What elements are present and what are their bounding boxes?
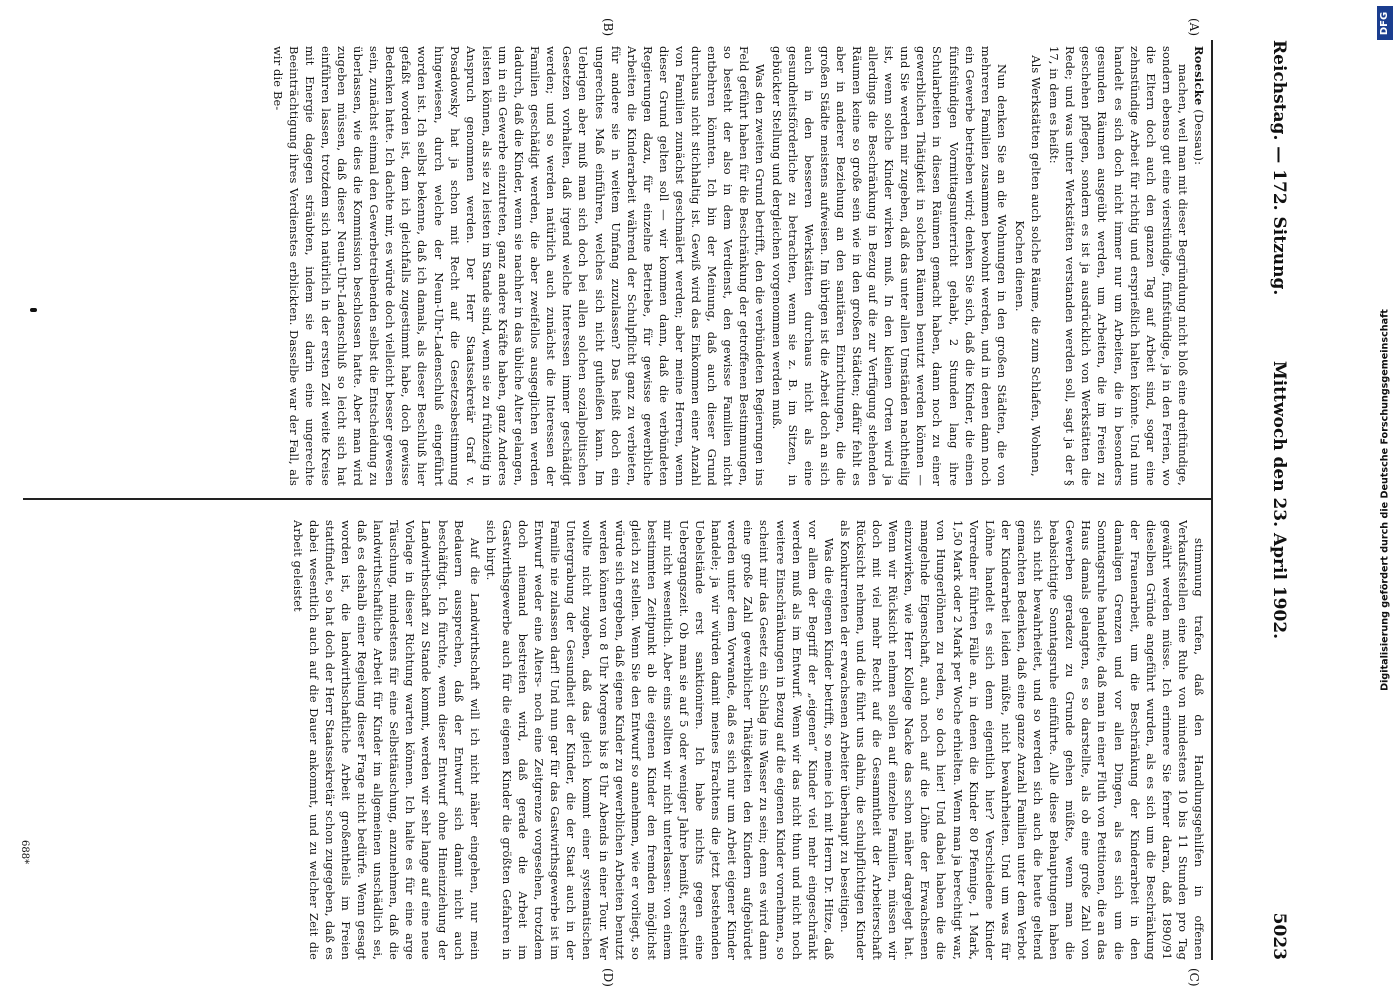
page-header: [1265, 40, 1295, 960]
header-session: Reichstag. — 172. Sitzung.: [1269, 40, 1289, 296]
header-rule: [1211, 40, 1213, 960]
margin-marker-c: (C): [1187, 968, 1201, 987]
left-paragraph-3: Was den zweiten Grund betrifft, den die verbündeten Regierungen ins Feld geführt haben für die Beschränkung der getroffenen Bestimmungen, so besteht der also in dem Verdienst, den gewisse Familien nicht entbehren könnten. Ich bin der Meinung, daß auch dieser Grund durchaus nicht stichhaltig ist. Gewiß wird das Einkommen einer Anzahl von Familien zunächst geschmälert werden; aber meine Herren, wenn dieser Grund gelten soll — wir kommen dann, daß die verbündeten Regierungen dazu, für einzelne Betriebe, für gewisse gewerbliche Arbeiten die Kinderarbeit während der Schulpflicht ganz zu verbieten, für andere sie in weitem Umfang zuzulassen? Das heißt doch ein ungerechtes Maß einführen, welches sich nicht gutheißen kann. Im Uebrigen aber muß man sich doch bei allen solchen sozialpolitischen Gesetzen vorhalten, daß irgend welche Interessen immer geschädigt werden; und so werden natürlich auch zunächst die Interessen der Familien geschädigt werden, die aber zweifellos ausgeglichen werden dadurch, daß die Kinder, wenn sie nachher in das übliche Alter gelangen, um in ein Gewerbe einzutreten, ganz andere Kräfte haben, ganz Anderes leisten können, als sie zu leisten im Stande sind, wenn sie zu frühzeitig in Anspruch genommen werden. Der Herr Staatssekretär Graf v. Posadowsky hat ja schon mit Recht auf die Gesetzesbestimmung hingewiesen, durch welche der Neun-Uhr-Ladenschluß eingeführt worden ist. Ich selbst bekenne, daß ich damals, als dieser Beschluß hier gefaßt worden ist, dem ich gleichfalls zugestimmt habe, doch gewisse Bedenken hatte. Ich dachte mir, es würde doch vielleicht besser gewesen sein, zunächst einmal den Gewerbetreibenden selbst die Entscheidung zu überlassen, wie dies die Kommission beschlossen hatte. Aber man wird zugeben müssen, daß dieser Neun-Uhr-Ladenschluß so leicht sich hat einführen lassen, trotzdem sich natürlich in der ersten Zeit weite Kreise mit Energie dagegen sträubten, indem sie darin eine ungerechte Beeinträchtigung ihres Verdienstes erblickten. Dasselbe war der Fall, als wir die Be-: [270, 46, 768, 486]
header-page-number: 5023: [1269, 912, 1289, 960]
credit-text: Digitalisierung gefördert durch die Deutsche Forschungsgemeinschaft: [1379, 309, 1391, 691]
column-divider: [23, 498, 1213, 500]
dfg-logo: [1377, 6, 1393, 40]
right-paragraph-2: Was die eigenen Kinder betrifft, so meine ich mit Herrn Dr. Hitze, daß vor allem der Begriff der „eigenen“ Kinder viel mehr eingeschränkt werden muß als im Entwurf. Wenn wir das nicht thun und nicht noch weitere Einschränkungen in Bezug auf die eigenen Kinder vornehmen, so scheint mir das Gesetz ein Schlag ins Wasser zu sein; denn es wird dann eine große Zahl gewerblicher Thätigkeiten den Kindern aufgebürdet werden unter dem Vorwande, daß es sich nur um Arbeit eigener Kinder handele; ja wir würden damit meines Erachtens die jetzt bestehenden Uebelstände erst sanktioniren. Ich habe nichts gegen eine Uebergangszeit. Ob man sie auf 5 oder weniger Jahre bemißt, erscheint mir nicht wesentlich. Aber eins sollten wir nicht unterlassen: von einem bestimmten Zeitpunkt ab die eigenen Kinder den fremden möglichst gleich zu stellen. Wenn Sie den Entwurf so annehmen, wie er vorliegt, so würde sich ergeben, daß eigene Kinder zu gewerblichen Arbeiten benutzt werden können von 8 Uhr Morgens bis 8 Uhr Abends in einer Tour. Wer wollte nicht zugeben, daß das gleich kommt einer systematischen Untergrabung der Gesundheit der Kinder, die der Staat auch in der Familie nie zulassen darf! Und nun gar für das Gastwirthsgewerbe ist im Entwurf weder eine Alters- noch eine Zeitgrenze vorgesehen, trotzdem doch niemand bestreiten wird, daß gerade die Arbeit im Gastwirthsgewerbe auch für die eigenen Kinder die größten Gefahren in sich birgt.: [483, 520, 836, 960]
credit-strip: [1373, 0, 1397, 1000]
sheet-number: 688*: [19, 840, 30, 865]
left-paragraph-2: Nun denken Sie an die Wohnungen in den großen Städten, die von mehreren Familien zusammen bewohnt werden, und in denen dann noch ein Gewerbe betrieben wird; denken Sie sich, daß die Kinder, die einen fünfstündigen Vormittagsunterricht gehabt, 2 Stunden lang ihre Schularbeiten in diesen Räumen gemacht haben, dann noch zu einer gewerblichen Thätigkeit in solchen Räumen benutzt werden können — und Sie werden mir zugeben, daß das unter allen Umständen nachtheilig ist, wenn solche Kinder wirken muß. In den kleinen Orten wird ja allerdings die Beschränkung in Bezug auf die zur Verfügung stehenden Räumen keine so große sein wie in den großen Städten; dafür fehlt es aber in anderer Beziehung an den sanitären Einrichtungen, die die großen Städte meistens aufweisen. Im übrigen ist die Arbeit doch an sich auch in den besseren Werkstätten durchaus nicht als eine gesundheitsförderliche zu betrachten, wenn sie z. B. im Sitzen, in gebückter Stellung und dergleichen vorgenommen werden muß.: [769, 46, 1009, 486]
speaker-suffix: (Dessau):: [1192, 105, 1206, 166]
speaker-line: [1191, 46, 1207, 486]
right-paragraph-1: stimmung trafen, daß den Handlungsgehilfen in offenen Verkaufsstellen eine Ruhe von mindestens 10 bis 11 Stunden pro Tag gewährt werden müsse. Ich erinnere Sie ferner daran, daß 1890/91 dieselben Gründe angeführt wurden, als es sich um die Beschränkung der Frauenarbeit, um die Beschränkung der Kinderarbeit in den damaligen Grenzen und vor allen Dingen, als es sich um die Sonntagsruhe handelte, daß man in einer Fluth von Petitionen, die an das Haus damals gelangten, es so darstellte, als ob eine große Zahl von Gewerben geradezu zu Grunde gehen müßte, wenn man die beabsichtigte Sonntagsruhe einführte. Alle diese Behauptungen haben sich nicht bewahrheitet, und so werden sich auch die heute geltend gemachten Bedenken, daß eine ganze Anzahl Familien unter dem Verbot der Kinderarbeit leiden müßte, nicht bewahrheiten. Und um was für Löhne handelt es sich denn eigentlich hier? Verschiedene Kinder Vorredner führten Fälle an, in denen die Kinder 80 Pfennige, 1 Mark, 1,50 Mark oder 2 Mark per Woche erhielten. Wenn man ja berechtigt war, von Hungerlöhnen zu reden, so doch hier! Und dabei haben die die mangelnde Eigenschaft, auch noch auf die Löhne der Erwachsenen einzuwirken, wie Herr Kollege Nacke das schon näher dargelegt hat. Wenn wir Rücksicht nehmen sollen auf einzelne Familien, müssen wir doch mit viel mehr Recht auf die Gesammtheit der Arbeiterschaft Rücksicht nehmen, und die führt uns dahin, die schulpflichtigen Kinder als Konkurrenten der erwachsenen Arbeiter überhaupt zu beseitigen.: [837, 520, 1206, 960]
right-column: [27, 520, 1207, 960]
left-quote: Als Werkstätten gelten auch solche Räume, die zum Schlafen, Wohnen, Kochen dienen.: [1012, 55, 1044, 477]
margin-marker-a: (A): [1187, 18, 1201, 37]
dfg-logo-text: DFG: [1379, 11, 1391, 35]
margin-marker-d: (D): [601, 968, 615, 987]
left-column: [27, 46, 1207, 486]
right-paragraph-3: Auf die Landwirthschaft will ich nicht näher eingehen, nur mein Bedauern aussprechen, daß der Entwurf sich damit nicht auch beschäftigt. Ich fürchte, wenn dieser Entwurf ohne Hineinziehung der Landwirthschaft zu Stande kommt, werden wir sehr lange auf eine neue Vorlage in dieser Richtung warten können. Ich halte es für eine arge Täuschung, mindestens für eine Selbsttäuschung, anzunehmen, daß die landwirthschaftliche Arbeit für Kinder im allgemeinen unschädlich sei, daß es deshalb einer Regelung dieser Frage nicht bedürfe. Wenn gesagt worden ist, die landwirthschaftliche Arbeit großentheils im Freien stattfindet, so hat doch der Herr Staatssekretär schon zugegeben, daß es dabei wesentlich auch auf die Dauer ankommt, und zu welcher Zeit die Arbeit geleistet: [290, 520, 482, 960]
ink-mark: [30, 308, 37, 312]
speaker-name: Roesicke: [1192, 46, 1206, 106]
margin-marker-b: (B): [601, 18, 615, 37]
rotated-scan-page: [15, 0, 1305, 1000]
header-date: Mittwoch den 23. April 1902.: [1269, 360, 1289, 640]
left-paragraph-1: machen, weil man mit dieser Begründung nicht bloß eine dreiftündige, sondern ebenso gut eine vierstündige, fünfstündige, ja in den Ferien, wo die Eltern doch auch den ganzen Tag auf Arbeit sind, sogar eine zehnstündige Arbeit für richtig und ersprießlich halten könnte. Und nun handelt es sich doch nicht immer nur um Arbeiten, die in besonders gesunden Räumen ausgeübt werden, um Arbeiten, die im Freien zu geschehen pflegen, sondern es ist ja ausdrücklich von Werkstätten die Rede; und was unter Werkstätten verstanden werden soll, sagt ja der § 17, in dem es heißt:: [1047, 46, 1190, 486]
